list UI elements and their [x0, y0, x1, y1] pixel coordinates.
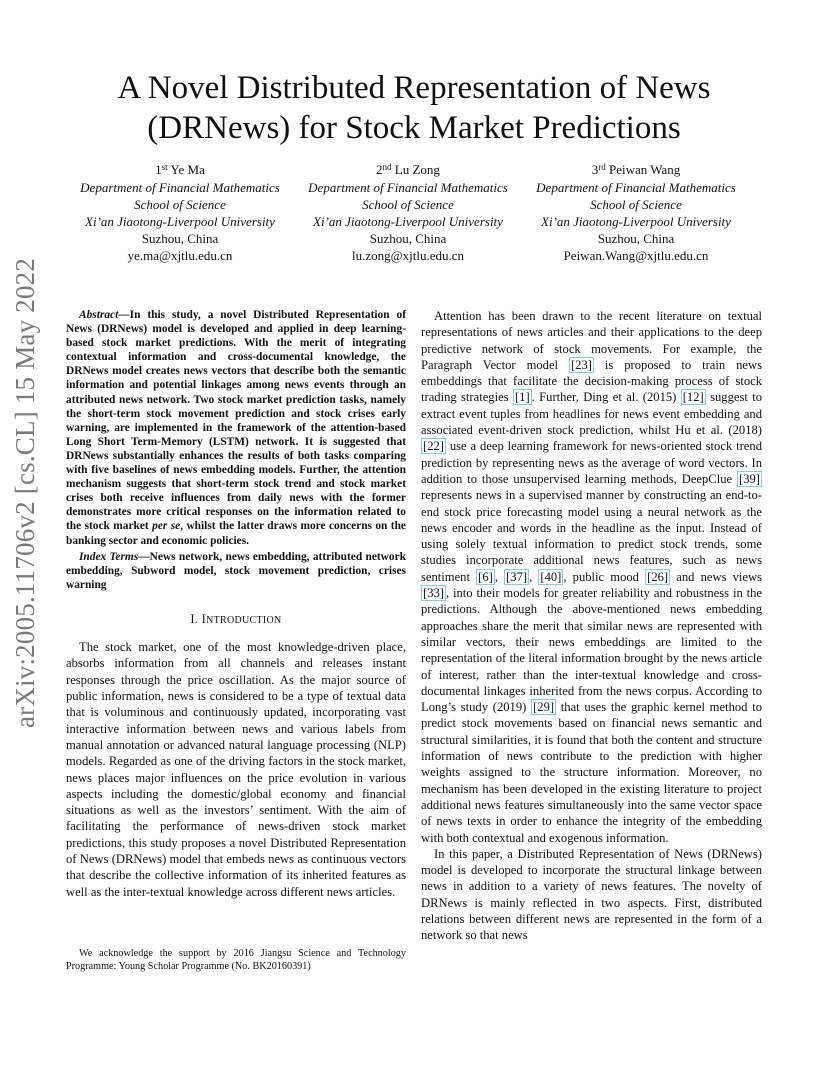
paragraph-text: ,: [494, 569, 505, 584]
section-initial: I: [201, 611, 207, 626]
index-terms-text: —News network, news embedding, attributed network embedding, Subword model, stock movement prediction, crises warning: [66, 550, 406, 591]
author-ordinal-suffix: rd: [598, 162, 606, 172]
paragraph-text: use a deep learning framework for news-oriented stock trend prediction by representing news as the average of word vectors. In addition to those unsupervised learning methods, DeepClue: [421, 439, 762, 486]
author-ordinal: 3: [591, 162, 599, 177]
paper-title: A Novel Distributed Representation of News (DRNews) for Stock Market Predictions: [117, 70, 711, 146]
section-title-rest: NTRODUCTION: [206, 614, 282, 626]
citation-link[interactable]: [23]: [570, 357, 592, 372]
author-ordinal: 2: [376, 162, 383, 177]
author-2: [294, 161, 522, 264]
index-terms-label: Index Terms: [79, 550, 139, 563]
index-terms: [66, 550, 406, 592]
author-school: School of Science: [590, 197, 682, 212]
section-number: I.: [190, 611, 199, 626]
paragraph-text: is proposed to train news embeddings that facilitate the decision-making process of stock trading strategies: [421, 357, 762, 405]
author-department: Department of Financial Mathematics: [80, 180, 280, 195]
author-city: Suzhou, China: [141, 231, 219, 246]
author-email: Peiwan.Wang@xjtlu.edu.cn: [563, 248, 709, 263]
author-3: [522, 161, 750, 264]
author-ordinal-suffix: nd: [382, 162, 392, 172]
abstract-text-end: , whilst the latter draws more concerns on the banking sector and economic policies.: [66, 520, 406, 547]
author-school: School of Science: [134, 197, 226, 212]
abstract-italic-text: per se: [152, 520, 181, 533]
author-email: lu.zong@xjtlu.edu.cn: [352, 248, 464, 263]
right-paragraph-1: [421, 308, 762, 846]
author-1: [66, 161, 294, 264]
citation-link[interactable]: [39]: [739, 471, 760, 486]
author-school: School of Science: [362, 197, 454, 212]
author-department: Department of Financial Mathematics: [308, 180, 508, 195]
left-column: [66, 308, 406, 900]
intro-paragraph: The stock market, one of the most knowledge-driven place, absorbs information from all channels and releases instant responses through the price oscillation. As the major source of public information, news is considered to be a type of textual data that is voluminous and continuously updated, incorporating vast interactive information between news and various labels from manual annotation or advanced natural language processing (NLP) models. Regarded as one of the driving factors in the stock market, news places major influences on the price evolution in various aspects including the domestic/global economy and financial situations as well as the investors’ sentiment. With the aim of facilitating the performance of news-driven stock market predictions, this study proposes a novel Distributed Representation of News (DRNews) model that embeds news as continuous vectors that describe the collective information of its inherited features as well as the inter-textual knowledge across different news articles.: [66, 640, 406, 899]
paragraph-text: . Further, Ding et al. (2015): [531, 390, 681, 405]
author-name: Ye Ma: [170, 162, 205, 177]
arxiv-identifier: arXiv:2005.11706v2 [cs.CL] 15 May 2022: [10, 257, 40, 728]
abstract-text: —In this study, a novel Distributed Representation of News (DRNews) model is developed and applied in deep learning-based stock market predictions. With the merit of integrating contextual information and cross-documental knowledge, the DRNews model creates news vectors that describe both the semantic information and potential linkages among news events through an attributed news network. Two stock market prediction tasks, namely the short-term stock movement prediction and stock crises early warning, are implemented in the framework of the attention-based Long Short Term-Memory (LSTM) network. It is suggested that DRNews substantially enhances the results of both tasks comparing with five baselines of news embedding models. Further, the attention mechanism suggests that short-term stock trend and stock market crises both receive influences from daily news with the former demonstrates more critical responses on the information related to the stock market: [66, 309, 406, 533]
author-city: Suzhou, China: [597, 231, 675, 246]
acknowledgement-footnote: We acknowledge the support by 2016 Jiangsu Science and Technology Programme: Young Scholar Programme (No. BK20160391): [66, 948, 406, 972]
citation-link[interactable]: [26]: [647, 569, 669, 584]
paragraph-text: ,: [529, 569, 539, 584]
author-department: Department of Financial Mathematics: [536, 180, 736, 195]
paragraph-text: , into their models for greater reliability and robustness in the predictions. Although the above-mentioned news embedding approaches share the merit that similar news are represented with similar vectors, their news embeddings are limited to the representation of the literal information brought by the news article of interest, rather than the inter-textual knowledge and cross-documental linkages inherited from the news corpus. According to Long’s study (2019): [421, 586, 762, 715]
abstract: [66, 308, 406, 548]
citation-link[interactable]: [33]: [423, 586, 444, 601]
author-university: Xi’an Jiaotong-Liverpool University: [85, 214, 275, 229]
citation-link[interactable]: [1]: [514, 390, 530, 405]
paragraph-text: that uses the graphic kernel method to predict stock movements based on financial news semantic and structural similarities, it is found that both the content and structure information of news contribute to the prediction with higher weights assigned to the structure information. Moreover, no mechanism has been developed in the existing literature to project additional news features simultaneously into the same vector space of news texts in order to enhance the integrity of the embedding with both contextual and exogenous information.: [421, 700, 762, 845]
author-university: Xi’an Jiaotong-Liverpool University: [313, 214, 503, 229]
author-ordinal-suffix: st: [161, 162, 168, 172]
paragraph-text: , public mood: [563, 569, 646, 584]
section-heading: [66, 611, 406, 629]
paragraph-text: Attention has been drawn to the recent literature on textual representations of news articles and their applications to the deep predictive network of stock movements. For example, the Paragraph Vector model: [421, 309, 762, 372]
author-email: ye.ma@xjtlu.edu.cn: [127, 248, 233, 263]
abstract-label: Abstract: [79, 309, 119, 321]
citation-link[interactable]: [12]: [682, 390, 704, 405]
citation-link[interactable]: [37]: [506, 569, 528, 584]
paragraph-text: suggest to extract event tuples from headlines for news event embedding and associated event-driven stock prediction, whilst Hu et al. (2018): [421, 390, 763, 438]
citation-link[interactable]: [22]: [423, 439, 444, 454]
paragraph-text: and news views: [670, 569, 762, 584]
right-column: [421, 308, 762, 944]
author-city: Suzhou, China: [369, 231, 447, 246]
author-university: Xi’an Jiaotong-Liverpool University: [541, 214, 731, 229]
author-name: Lu Zong: [394, 162, 440, 177]
citation-link[interactable]: [40]: [540, 569, 562, 584]
citation-link[interactable]: [6]: [478, 569, 493, 584]
citation-link[interactable]: [29]: [533, 700, 555, 715]
author-name: Peiwan Wang: [608, 162, 681, 177]
author-ordinal: 1: [155, 162, 162, 177]
paragraph-text: represents news in a supervised manner by constructing an end-to-end stock price forecasting model using a neural network as the news encoder and words in the headline as the input. Instead of using solely textual information to predict stock trends, some studies incorporate additional news features, such as news sentiment: [421, 488, 762, 584]
right-paragraph-2: In this paper, a Distributed Representation of News (DRNews) model is developed to incorporate the structural linkage between news in addition to a variety of news features. The novelty of DRNews is mainly reflected in two aspects. First, distributed relations between different news are represented in the form of a network so that news: [421, 846, 762, 943]
